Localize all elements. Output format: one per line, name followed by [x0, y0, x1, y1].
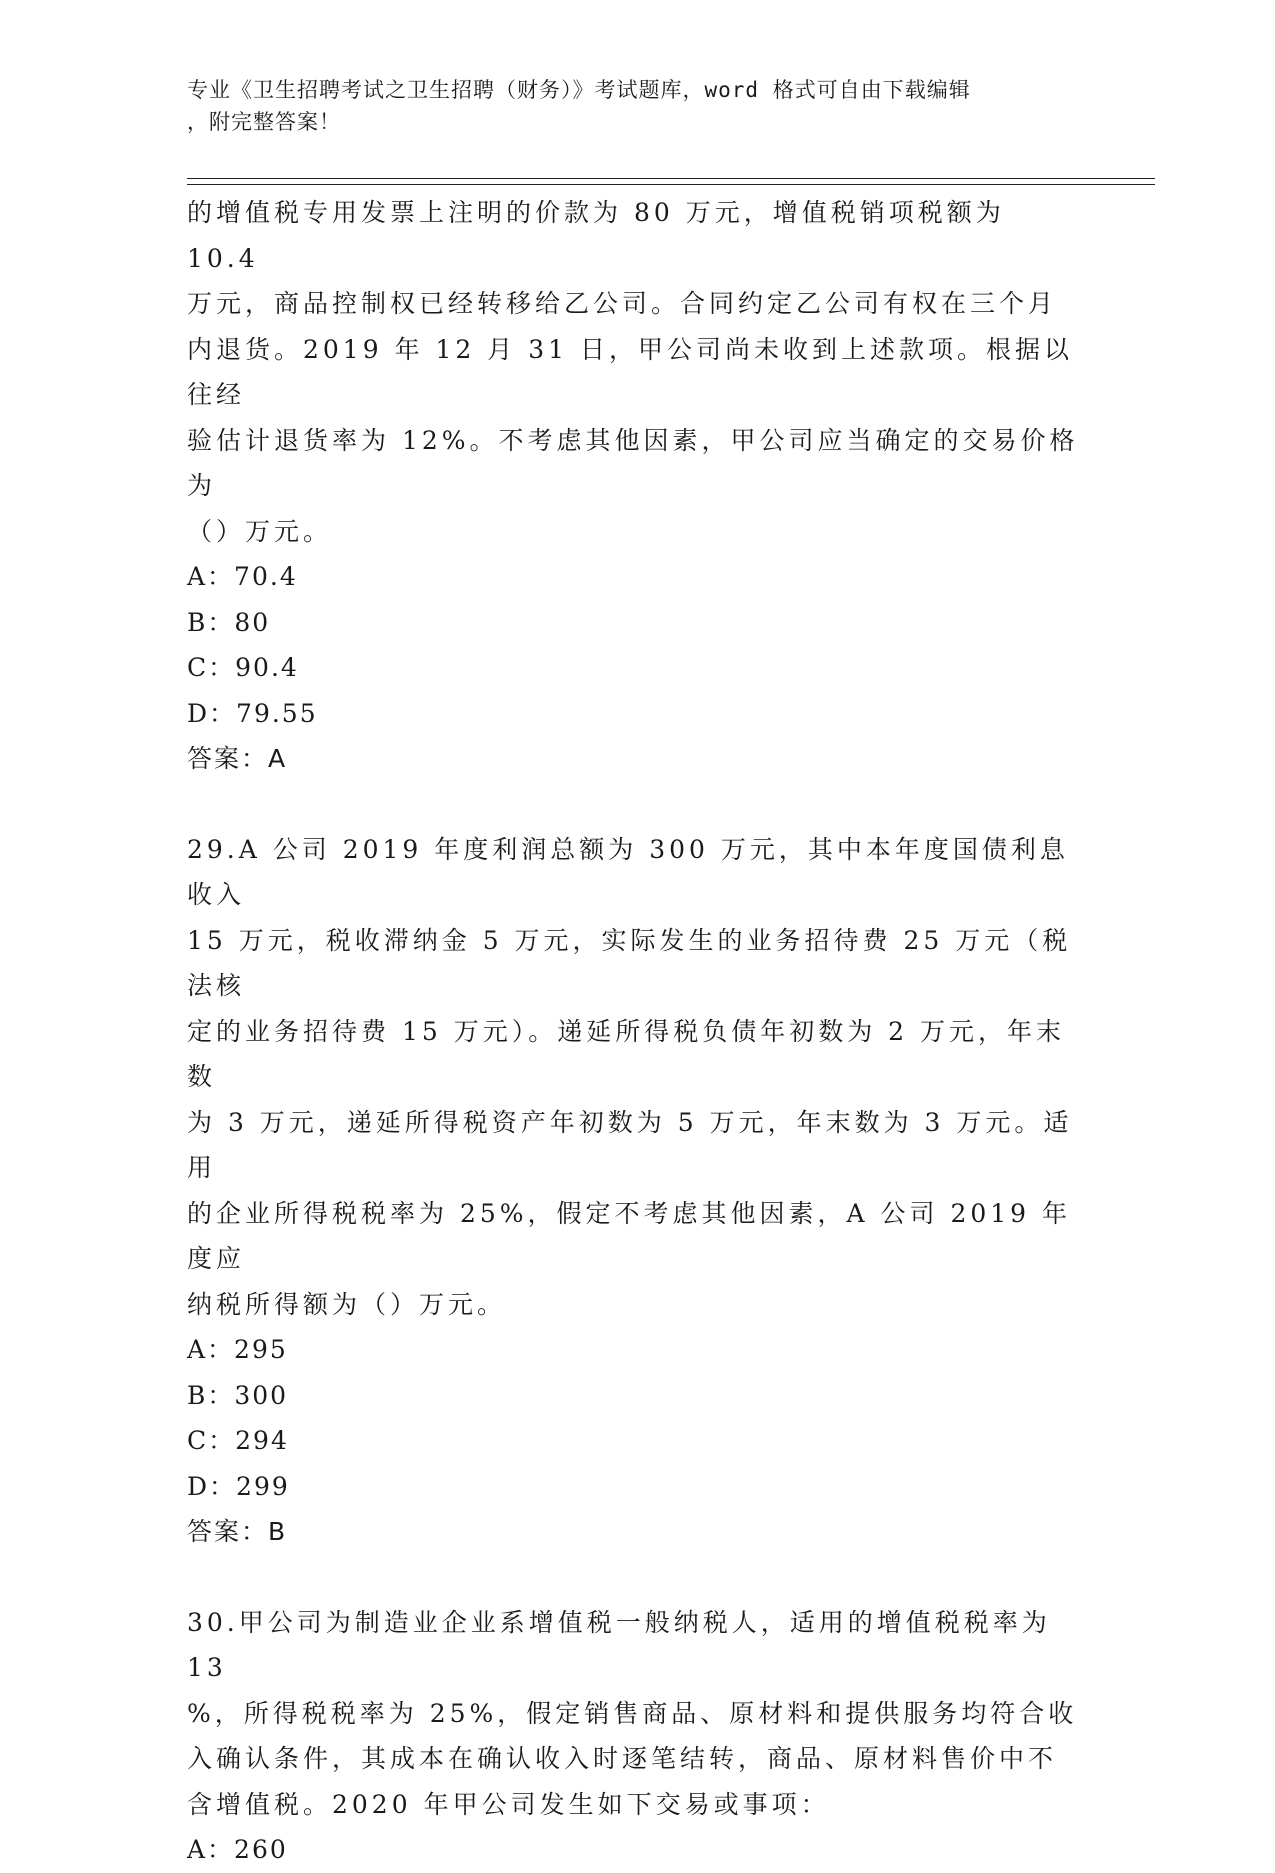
- answer-line: 答案：A: [187, 744, 288, 773]
- question-text-line: 定的业务招待费 15 万元）。递延所得税负债年初数为 2 万元，年末数: [187, 1016, 1066, 1091]
- document-body: [187, 190, 1087, 1873]
- question-text-line: 纳税所得额为（）万元。: [187, 1289, 507, 1319]
- question-29: [187, 827, 1087, 1555]
- document-header: [187, 74, 1087, 138]
- question-28: [187, 190, 1087, 782]
- question-text-line: 30.甲公司为制造业企业系增值税一般纳税人，适用的增值税税率为 13: [187, 1607, 1063, 1682]
- question-text-line: 入确认条件，其成本在确认收入时逐笔结转，商品、原材料售价中不: [187, 1744, 1058, 1773]
- header-divider-bottom: [187, 184, 1155, 185]
- question-30-stem: [187, 1600, 1087, 1828]
- question-text-line: （）万元。: [187, 516, 333, 546]
- question-text-line: 的增值税专用发票上注明的价款为 80 万元，增值税销项税额为 10.4: [187, 198, 1017, 273]
- option-d: D：299: [187, 1471, 290, 1501]
- question-text-line: %，所得税税率为 25%，假定销售商品、原材料和提供服务均符合收: [187, 1698, 1078, 1728]
- question-text-line: 含增值税。2020 年甲公司发生如下交易或事项：: [187, 1789, 830, 1819]
- option-c: C：90.4: [187, 653, 299, 682]
- option-a: A：295: [187, 1335, 288, 1364]
- question-text-line: 的企业所得税税率为 25%，假定不考虑其他因素，A 公司 2019 年度应: [187, 1198, 1072, 1273]
- question-30: [187, 1600, 1087, 1873]
- question-28-stem: [187, 190, 1087, 554]
- spacer: [187, 782, 1087, 827]
- question-text-line: 15 万元，税收滞纳金 5 万元，实际发生的业务招待费 25 万元（税法核: [187, 925, 1072, 1000]
- question-text-line: 验估计退货率为 12%。不考虑其他因素，甲公司应当确定的交易价格为: [187, 425, 1079, 500]
- option-c: C：294: [187, 1426, 289, 1455]
- question-text-line: 万元，商品控制权已经转移给乙公司。合同约定乙公司有权在三个月: [187, 289, 1058, 318]
- option-b: B：300: [187, 1380, 289, 1410]
- header-line-1: 专业《卫生招聘考试之卫生招聘（财务）》考试题库，word 格式可自由下载编辑: [187, 78, 971, 102]
- option-b: B：80: [187, 607, 271, 637]
- header-line-2: ，附完整答案！: [187, 110, 341, 134]
- question-text-line: 29.A 公司 2019 年度利润总额为 300 万元，其中本年度国债利息收入: [187, 834, 1069, 909]
- question-29-stem: [187, 827, 1087, 1328]
- option-a: A：70.4: [187, 562, 298, 591]
- spacer: [187, 1555, 1087, 1600]
- question-text-line: 为 3 万元，递延所得税资产年初数为 5 万元，年末数为 3 万元。适用: [187, 1107, 1073, 1182]
- option-a: A：260: [187, 1835, 288, 1864]
- question-text-line: 内退货。2019 年 12 月 31 日，甲公司尚未收到上述款项。根据以往经: [187, 334, 1073, 409]
- option-d: D：79.55: [187, 698, 318, 728]
- answer-line: 答案：B: [187, 1517, 288, 1546]
- header-divider-top: [187, 178, 1155, 179]
